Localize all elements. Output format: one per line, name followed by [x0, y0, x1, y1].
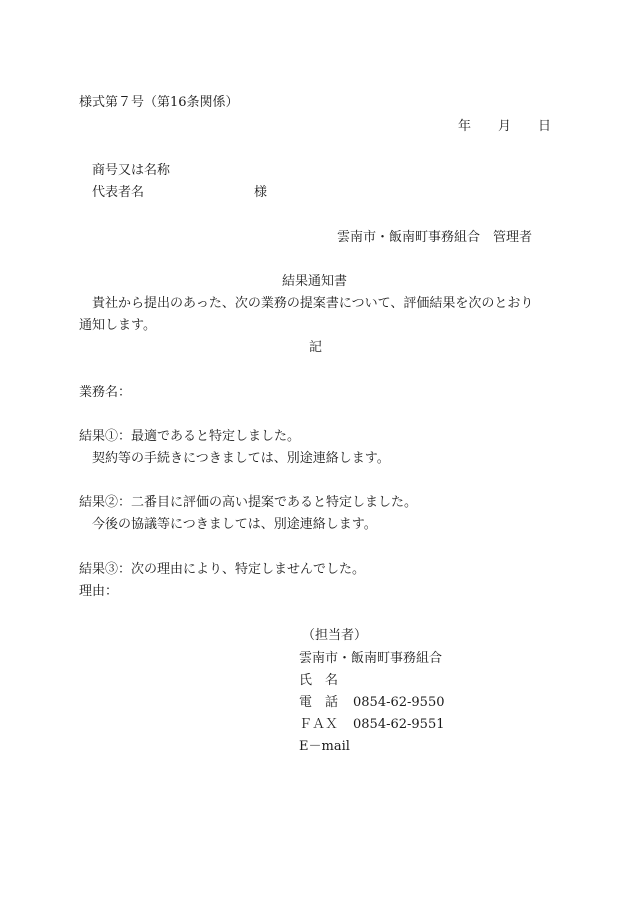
- email-label: E－mail: [299, 739, 350, 754]
- name-label: 氏 名: [299, 673, 339, 688]
- result2-label: 結果②：二番目に評価の高い提案であると特定しました。: [79, 495, 418, 510]
- document-title: 結果通知書: [282, 274, 348, 289]
- recipient-company: 商号又は名称: [92, 163, 171, 178]
- fax-value: 0854-62-9551: [353, 717, 445, 732]
- contact-phone: [299, 694, 445, 712]
- recipient-representative: [79, 184, 267, 202]
- date-year: 年: [458, 119, 472, 134]
- sender: 雲南市・飯南町事務組合 管理者: [337, 230, 533, 245]
- ki-marker: 記: [309, 340, 323, 355]
- contact-org: 雲南市・飯南町事務組合: [299, 651, 443, 666]
- phone-value: 0854-62-9550: [353, 695, 445, 710]
- intro-line-2: 通知します。: [79, 318, 156, 333]
- date-day: 日: [538, 119, 552, 134]
- result3-label: 結果③：次の理由により、特定しませんでした。: [79, 562, 366, 577]
- work-name: 業務名：: [79, 385, 132, 400]
- result1-label: 結果①：最適であると特定しました。: [79, 429, 301, 444]
- contact-fax: [299, 716, 445, 734]
- contact-heading: （担当者）: [302, 628, 368, 643]
- honorific: 様: [254, 185, 268, 200]
- contact-name: [299, 672, 353, 690]
- result2-detail: 今後の協議等につきましては、別途連絡します。: [92, 517, 377, 532]
- reason-label: 理由：: [79, 584, 119, 599]
- contact-email: [299, 738, 350, 756]
- result1-detail: 契約等の手続きにつきましては、別途連絡します。: [92, 451, 390, 466]
- fax-label: ＦＡＸ: [299, 717, 339, 732]
- intro-line-1: 貴社から提出のあった、次の業務の提案書について、評価結果を次のとおり: [92, 296, 534, 311]
- form-label: 様式第７号（第16条関係）: [79, 95, 239, 110]
- date-month: 月: [498, 119, 512, 134]
- representative-label: 代表者名: [92, 185, 145, 200]
- phone-label: 電 話: [299, 695, 339, 710]
